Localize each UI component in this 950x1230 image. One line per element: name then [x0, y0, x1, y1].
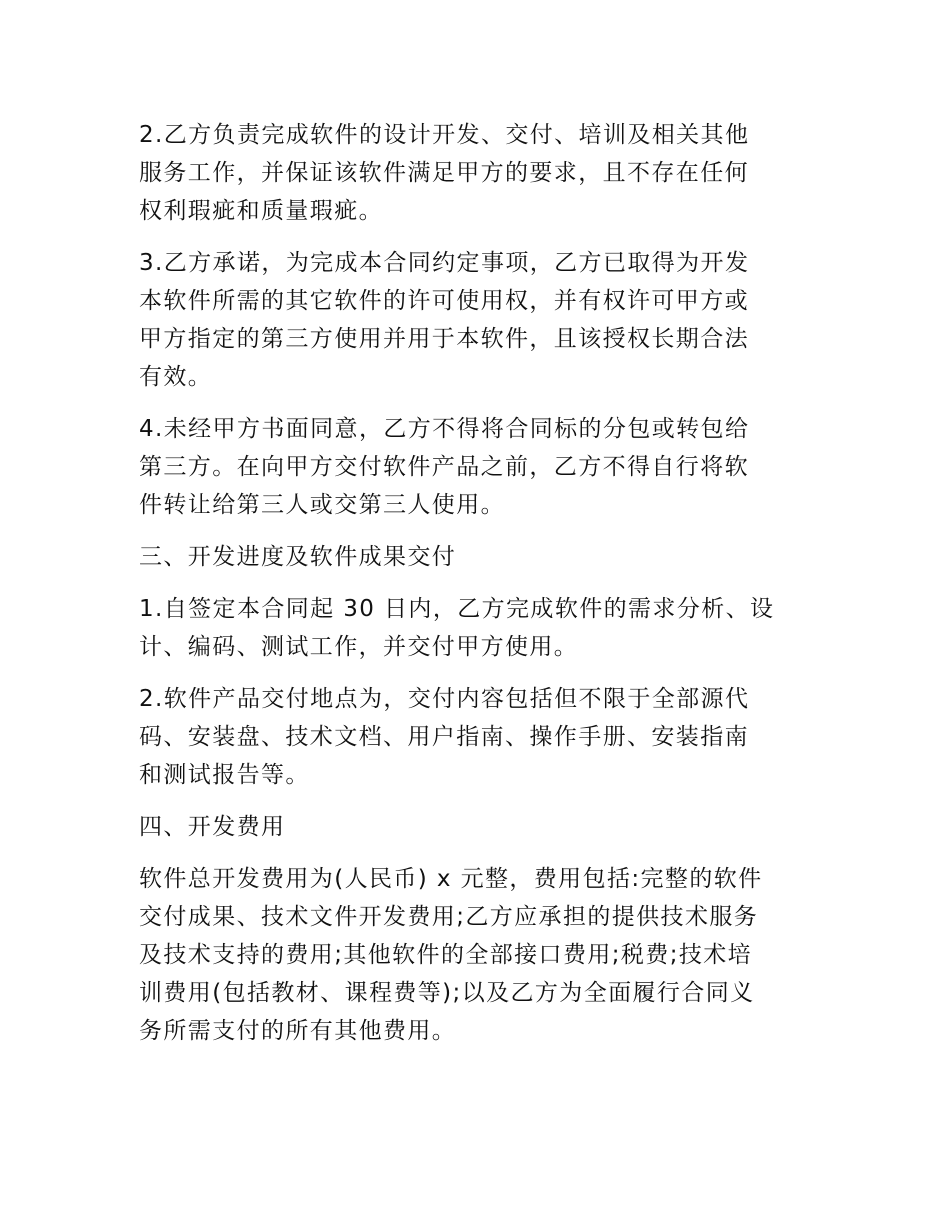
text-line: 训费用(包括教材、课程费等);以及乙方为全面履行合同义 [139, 980, 755, 1006]
clause-2-party-b-responsibility [139, 116, 819, 230]
text-line: 第三方。在向甲方交付软件产品之前，乙方不得自行将软 [139, 454, 749, 480]
clause-4-no-subcontracting [139, 410, 819, 524]
text-line: 4.未经甲方书面同意，乙方不得将合同标的分包或转包给 [139, 416, 750, 442]
text-line: 服务工作，并保证该软件满足甲方的要求，且不存在任何 [139, 160, 749, 186]
text-line: 2.乙方负责完成软件的设计开发、交付、培训及相关其他 [139, 122, 750, 148]
text-line: 1.自签定本合同起 30 日内，乙方完成软件的需求分析、设 [139, 596, 775, 622]
text-line: 本软件所需的其它软件的许可使用权，并有权许可甲方或 [139, 288, 749, 314]
section-heading-schedule-delivery [139, 538, 819, 576]
text-line: 有效。 [139, 364, 213, 390]
document-body [139, 116, 819, 1064]
text-line: 及技术支持的费用;其他软件的全部接口费用;税费;技术培 [139, 942, 753, 968]
text-line: 软件总开发费用为(人民币) x 元整，费用包括:完整的软件 [139, 866, 763, 892]
clause-fee-details [139, 860, 819, 1050]
text-line: 甲方指定的第三方使用并用于本软件，且该授权长期合法 [139, 326, 749, 352]
clause-3-party-b-commitment [139, 244, 819, 396]
text-line: 务所需支付的所有其他费用。 [139, 1018, 457, 1044]
clause-1-delivery-deadline [139, 590, 819, 666]
section-heading-development-fees [139, 808, 819, 846]
text-line: 3.乙方承诺，为完成本合同约定事项，乙方已取得为开发 [139, 250, 750, 276]
clause-2-delivery-content [139, 680, 819, 794]
text-line: 2.软件产品交付地点为，交付内容包括但不限于全部源代 [139, 686, 750, 712]
text-line: 码、安装盘、技术文档、用户指南、操作手册、安装指南 [139, 724, 749, 750]
heading-line: 三、开发进度及软件成果交付 [139, 544, 457, 570]
text-line: 和测试报告等。 [139, 762, 310, 788]
heading-line: 四、开发费用 [139, 814, 286, 840]
text-line: 权利瑕疵和质量瑕疵。 [139, 198, 383, 224]
text-line: 交付成果、技术文件开发费用;乙方应承担的提供技术服务 [139, 904, 759, 930]
text-line: 计、编码、测试工作，并交付甲方使用。 [139, 634, 579, 660]
text-line: 件转让给第三人或交第三人使用。 [139, 492, 505, 518]
